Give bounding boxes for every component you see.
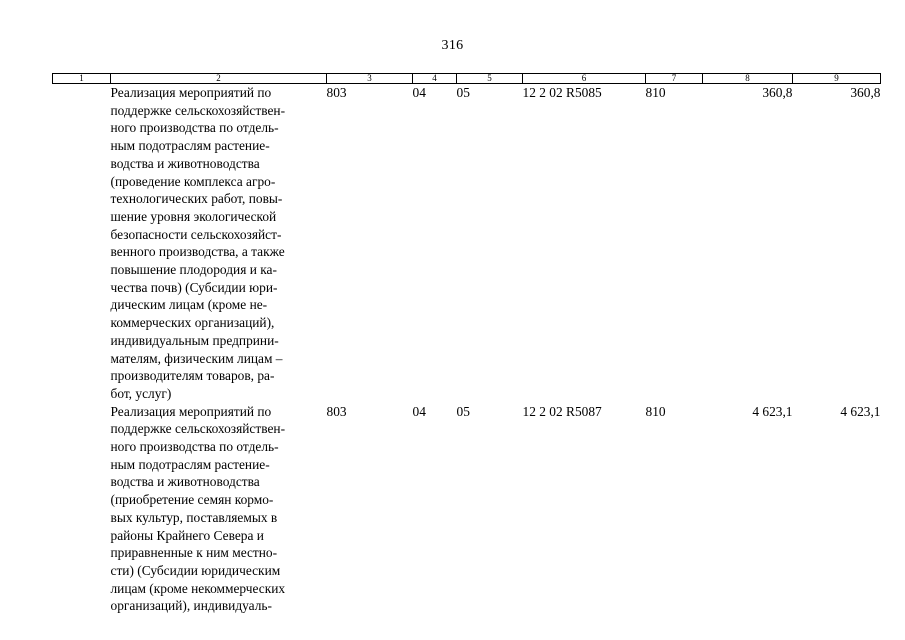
ministry-code-cell: 803 <box>326 403 347 419</box>
amount-cell-8: 4 623,1 <box>752 403 793 419</box>
column-number-row <box>53 74 881 84</box>
column-number-2: 2 <box>111 74 327 84</box>
row-number-cell <box>53 403 111 615</box>
expense-type-cell: 810 <box>645 85 666 100</box>
table-row <box>53 84 881 403</box>
description-cell: Реализация мероприятий по поддержке сельскохозяйствен- ного производства по отдель- ным подотраслям растение- водства и животноводства (приобретение семян кормо- вых культур, поставляемых в районы Крайнего Севера и приравненные к ним местно- сти) (Субсидии юридическим лицам (кроме некоммерческих организаций), индивидуаль- <box>110 403 286 614</box>
column-number-4: 4 <box>413 74 457 84</box>
target-article-cell: 12 2 02 R5087 <box>522 403 602 419</box>
column-number-9: 9 <box>793 74 881 84</box>
column-number-5: 5 <box>457 74 523 84</box>
section-code-cell: 04 <box>412 85 426 100</box>
page-number: 316 <box>441 38 464 53</box>
amount-cell-9: 4 623,1 <box>840 403 881 419</box>
table-row <box>53 403 881 615</box>
budget-table <box>52 73 881 615</box>
column-number-3: 3 <box>327 74 413 84</box>
column-number-7: 7 <box>646 74 703 84</box>
subsection-code-cell: 05 <box>456 85 470 100</box>
row-number-cell <box>53 84 111 403</box>
column-number-8: 8 <box>703 74 793 84</box>
section-code-cell: 04 <box>412 403 426 419</box>
ministry-code-cell: 803 <box>326 85 347 100</box>
subsection-code-cell: 05 <box>456 403 470 419</box>
column-number-1: 1 <box>53 74 111 84</box>
amount-cell-9: 360,8 <box>850 85 881 100</box>
target-article-cell: 12 2 02 R5085 <box>522 85 602 100</box>
expense-type-cell: 810 <box>645 403 666 419</box>
description-cell: Реализация мероприятий по поддержке сельскохозяйствен- ного производства по отдель- ным подотраслям растение- водства и животноводства (проведение комплекса агро- технологических работ, повы- шение уровня экологической безопасности сельскохозяйст- венного производства, а также повышение плодородия и ка- чества почв) (Субсидии юри- дическим лицам (кроме не- коммерческих организаций), индивидуальным предприни- мателям, физическим лицам – производителям товаров, ра- бот, услуг) <box>110 85 286 401</box>
column-number-6: 6 <box>523 74 646 84</box>
amount-cell-8: 360,8 <box>762 85 793 100</box>
